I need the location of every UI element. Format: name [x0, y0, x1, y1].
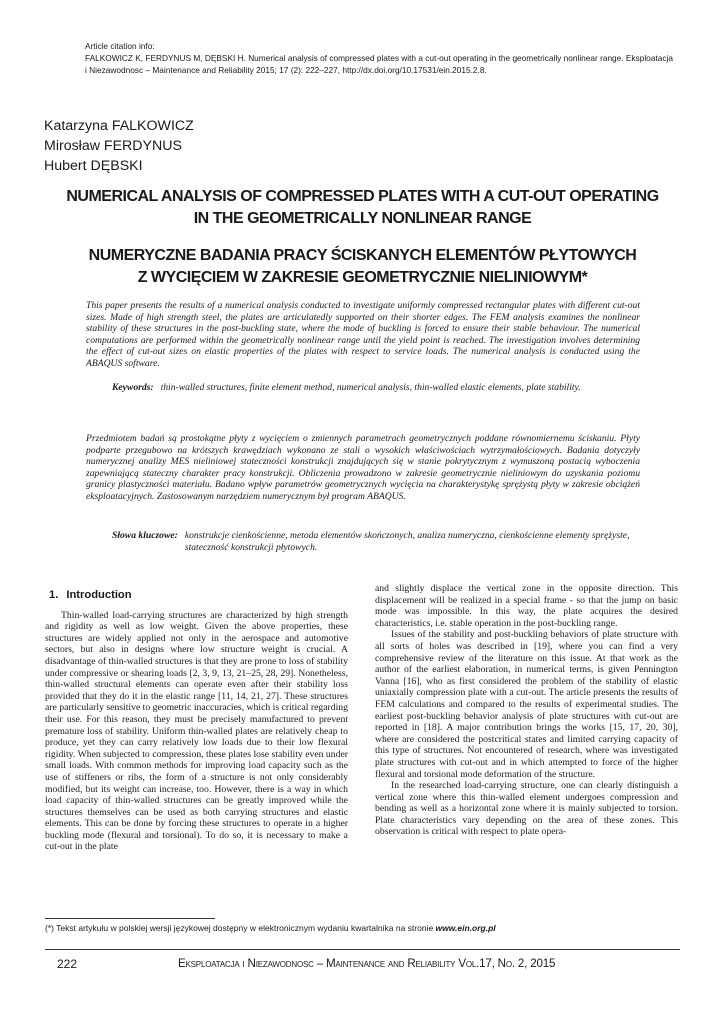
footer-divider: [45, 949, 680, 950]
title-line: NUMERICAL ANALYSIS OF COMPRESSED PLATES WITH A CUT-OUT OPERATING: [66, 188, 659, 205]
paragraph: In the researched load-carrying structure, one can clearly distinguish a vertical zone where this thin-walled element undergoes compression and bending as well as a horizontal zone where it is mainly subjected to torsion. Plate characteristics vary depending on the area of these zones. This observation is critical with respect to plate opera-: [375, 780, 678, 838]
keywords-label: Keywords:: [112, 382, 154, 393]
keywords-label: Słowa kluczowe:: [112, 530, 178, 541]
footnote-text: (*) Tekst artykułu w polskiej wersji językowej dostępny w elektronicznym wydaniu kwartalnika na stronie: [45, 923, 436, 933]
right-column: [375, 583, 678, 838]
citation-text: FALKOWICZ K, FERDYNUS M, DĘBSKI H. Numerical analysis of compressed plates with a cut-out operating in the geometrically nonlinear range. Eksploatacja i Niezawodnosc – Maintenance and Reliability 2015; 17 (2): 222–227, http://dx.doi.org/10.17531/ein.2015.2.8.: [85, 53, 673, 75]
citation-label: Article citation info:: [85, 41, 155, 51]
abstract-polish: Przedmiotem badań są prostokątne płyty z wycięciem o zmiennych parametrach geometrycznych poddane równomiernemu ściskaniu. Płyty podparte przegubowo na krótszych krawędziach wykonano ze stali o wysokich właściwościach wytrzymałościowych. Badania dotyczyły numerycznej analizy MES nieliniowej stateczności konstrukcji znajdujących się w stanie pokrytycznym z wymuszoną postacią wyboczenia zapewniającą stateczny charakter pracy konstrukcji. Obliczenia prowadzono w zakresie geometrycznie nieliniowym do uzyskania poziomu granicy plastyczności materiału. Badano wpływ parametrów geometrycznych wycięcia na charakterystykę sprężystą płyty w zakresie obciążeń eksploatacyjnych. Zastosowanym narzędziem numerycznym był program ABAQUS.: [86, 433, 640, 502]
footnote: [45, 923, 496, 933]
keywords-english: [112, 382, 640, 394]
paragraph: Issues of the stability and post-buckling behaviors of plate structure with all sorts of holes was described in [19], where you can find a very comprehensive review of the literature on this issue. At that work as the author of the earliest elaboration, in numerical terms, is given Pennington Vanna [16], who as first considered the problem of the stability of elastic uniaxially compression plate with a cut-out. The article presents the results of FEM calculations and compared to the results of experimental studies. The earliest post-buckling behavior analysis of plate structures with cut-out are reported in [18]. A major contribution brings the works [15, 17, 20, 30], where are considered the postcritical states and limited carrying capacity of this type of structures. Not encountered of research, where was investigated plate structures with cut-out and in which attempted to force of the higher flexural and torsional mode deformation of the structure.: [375, 629, 678, 780]
section-title: Introduction: [66, 589, 132, 601]
keywords-text: thin-walled structures, finite element method, numerical analysis, thin-walled elastic elements, plate stability.: [160, 382, 581, 393]
author-name: Hubert DĘBSKI: [44, 158, 143, 174]
footnote-divider: [45, 918, 215, 919]
abstract-english: This paper presents the results of a numerical analysis conducted to investigate uniformly compressed rectangular plates with different cut-out sizes. Made of high strength steel, the plates are articulatedly supported on their shorter edges. The FEM analysis examines the nonlinear stability of these structures in the post-buckling state, where the mode of buckling is forced to ensure their stable behaviour. The numerical computations are performed within the geometrically nonlinear range until the yield point is reached. The investigation involves determining the effect of cut-out sizes on elastic properties of the plates with respect to service loads. The numerical analysis is conducted using the ABAQUS software.: [86, 300, 640, 369]
author-name: Katarzyna FALKOWICZ: [44, 118, 194, 134]
section-number: 1.: [49, 589, 59, 601]
author-name: Mirosław FERDYNUS: [44, 138, 182, 154]
title-line: Z WYCIĘCIEM W ZAKRESIE GEOMETRYCZNIE NIELINIOWYM*: [137, 269, 588, 286]
article-citation: [85, 40, 675, 76]
keywords-polish: [112, 530, 640, 553]
footnote-link[interactable]: www.ein.org.pl: [435, 923, 496, 933]
left-column: [45, 583, 348, 853]
journal-footer: Eksploatacja i Niezawodnosc – Maintenance and Reliability Vol.17, No. 2, 2015: [178, 957, 556, 970]
page-number: 222: [57, 957, 78, 971]
keywords-text: konstrukcje cienkościenne, metoda elementów skończonych, analiza numeryczna, cienkościenne elementy sprężyste, stateczność konstrukcji płytowych.: [184, 530, 630, 553]
title-polish: [40, 245, 685, 289]
title-line: IN THE GEOMETRICALLY NONLINEAR RANGE: [193, 210, 532, 227]
paragraph: Thin-walled load-carrying structures are characterized by high strength and rigidity as well as low weight. Given the above properties, these structures are widely applied not only in the aerospace and automotive sectors, but also in designs where low structure weight is crucial. A disadvantage of thin-walled structures is that they are prone to loss of stability under compressive or shearing loads [2, 3, 9, 13, 21–25, 28, 29]. Nonetheless, thin-walled structural elements can operate even after their stability loss provided that they do it in the elastic range [11, 14, 21, 27]. These structures are particularly sensitive to geometric inaccuracies, which is critical regarding their use. For this reason, they must be precisely manufactured to prevent premature loss of stability. Uniform thin-walled plates are relatively cheap to produce, yet they can carry relatively low loads due to their low flexural rigidity. When subjected to compression, these plates lose stability even under small loads. With common methods for improving load capacity such as the use of stiffeners or ribs, the form of a structure is not only considerably modified, but its weight can increase, too. However, there is a way in which load capacity of thin-walled structures can be greatly improved while the structures themselves can be used as both carrying structures and elastic elements. This can be done by forcing these structures to operate in a higher buckling mode (flexural and torsional). To do so, it is necessary to make a cut-out in the plate: [45, 609, 348, 853]
author-list: [44, 116, 194, 176]
title-line: NUMERYCZNE BADANIA PRACY ŚCISKANYCH ELEMENTÓW PŁYTOWYCH: [88, 247, 637, 264]
paragraph: and slightly displace the vertical zone in the opposite direction. This displacement will be realized in a special frame - so that the jump on basic mode was impossible. In this way, the plate acquires the desired characteristics, i.e. stable operation in the post-buckling range.: [375, 583, 678, 629]
title-english: [40, 186, 685, 230]
section-heading: [49, 590, 348, 602]
